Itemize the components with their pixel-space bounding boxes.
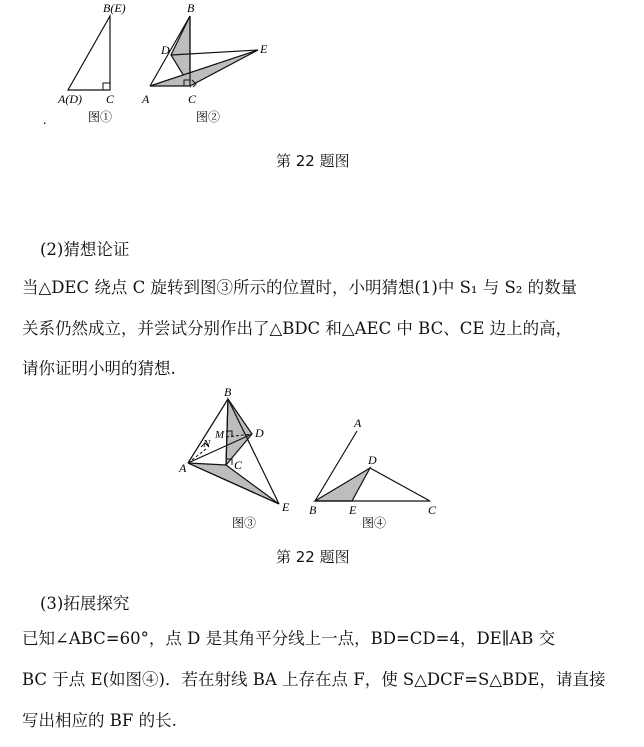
part2-heading: (2)猜想论证 [40,240,130,259]
part2-line-3: 请你证明小明的猜想. [22,359,176,378]
fig3-label-c: C [234,458,243,472]
figures-mid [0,385,644,535]
fig1-label-c: C [106,92,115,106]
fig1-label-a: A(D) [58,92,82,106]
fig2-label-c: C [188,92,197,106]
fig2-label-d: D [161,43,170,57]
part2-line-2: 关系仍然成立，并尝试分别作出了△BDC 和△AEC 中 BC、CE 边上的高， [22,319,573,338]
fig2-label-b: B [187,1,195,15]
fig3-label-a: A [179,461,187,475]
fig3-label-e: E [282,500,290,514]
fig4-label-a: A [354,416,362,430]
fig1-caption: 图① [88,110,113,124]
part3-heading: (3)拓展探究 [40,594,130,613]
part2-line-1: 当△DEC 绕点 C 旋转到图③所示的位置时，小明猜想(1)中 S₁ 与 S₂ 的数量 [22,278,578,297]
fig2-label-e: E [260,42,268,56]
part3-line-3: 写出相应的 BF 的长. [22,711,177,730]
fig4-label-c: C [428,503,437,517]
fig4-label-b: B [309,503,317,517]
fig3-label-n: N [203,438,211,450]
fig3-caption: 图③ [232,516,257,530]
stray-dot: . [43,113,47,128]
fig2-label-a: A [142,92,150,106]
fig3-label-d: D [255,426,264,440]
fig1-label-b: B(E) [103,1,126,15]
fig4-label-d: D [368,453,377,467]
fig4-label-e: E [349,503,357,517]
part3-line-2: BC 于点 E(如图④)．若在射线 BA 上存在点 F，使 S△DCF=S△BDE，请直接 [22,670,606,689]
figure-1 [68,16,110,90]
fig4-caption: 图④ [362,516,387,530]
part3-line-1: 已知∠ABC=60°，点 D 是其角平分线上一点，BD=CD=4，DE∥AB 交 [22,629,556,648]
figures-top [0,0,644,135]
fig3-label-b: B [224,385,232,399]
figure-caption-top: 第 22 题图 [276,152,350,170]
figure-3 [188,399,279,504]
fig2-caption: 图② [196,110,221,124]
figure-caption-mid: 第 22 题图 [276,548,350,566]
fig3-label-m: M [215,429,225,441]
